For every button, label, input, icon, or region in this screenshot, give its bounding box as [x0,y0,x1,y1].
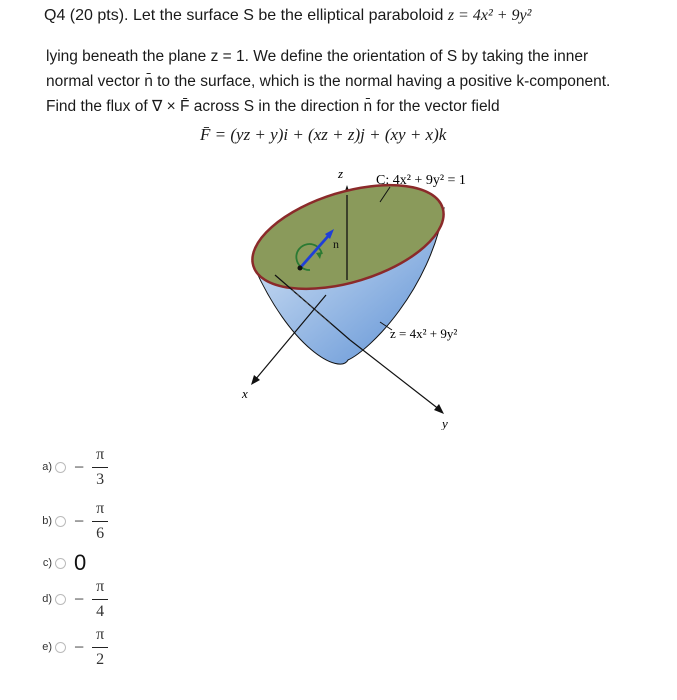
question-header [44,7,531,25]
vector-field: F̄ = (yz + y)i + (xz + z)j + (xy + x)k [200,125,447,144]
choice-d-denominator: 4 [96,602,105,620]
choice-e[interactable] [30,622,108,672]
choice-b-sign: − [74,510,85,531]
question-line-3: normal vector n̄ to the surface, which is the normal having a positive k-component. [46,73,611,90]
y-axis-label: y [442,416,448,430]
question-number: Q4 [44,7,66,24]
choice-d-radio[interactable] [55,594,66,605]
z-axis-label: z [338,166,344,181]
choice-a-sign: − [74,456,85,477]
choice-d-sign: − [74,588,85,609]
choice-a-denominator: 3 [96,470,105,488]
choice-b-fraction [92,500,108,543]
surface-equation: z = 4x² + 9y² [447,7,532,24]
curve-label: C: 4x² + 9y² = 1 [376,173,466,188]
choice-d-letter: d) [42,593,52,605]
surface-label: z = 4x² + 9y² [390,326,458,341]
choice-d-fraction [92,578,108,621]
paraboloid-diagram [230,160,470,430]
question-body [46,44,674,119]
choice-d[interactable] [30,574,108,624]
normal-label: n [333,237,339,251]
choice-a-radio[interactable] [55,462,66,473]
question-points: (20 pts). [69,7,129,24]
choice-c-radio[interactable] [55,558,66,569]
choice-a-fraction [92,446,108,489]
question-line-2: lying beneath the plane z = 1. We define the orientation of S by taking the inner [46,48,589,65]
choice-b-denominator: 6 [96,524,105,542]
choice-e-fraction [92,626,108,669]
choice-a-letter: a) [42,461,52,473]
choice-c-letter: c) [42,557,52,569]
choice-c-value: 0 [74,550,87,575]
y-axis [350,340,440,410]
choice-a-numerator: π [96,445,105,463]
normal-base-point [298,266,303,271]
choice-e-radio[interactable] [55,642,66,653]
choice-b-numerator: π [96,499,105,517]
question-intro: Let the surface S be the elliptical paraboloid [132,7,444,24]
choice-e-letter: e) [42,641,52,653]
choice-e-denominator: 2 [96,650,105,668]
choice-b-letter: b) [42,515,52,527]
choice-d-numerator: π [96,577,105,595]
choice-e-numerator: π [96,625,105,643]
question-line-4: Find the flux of ∇ × F̄ across S in the direction n̄ for the vector field [46,98,500,115]
x-axis-label: x [242,386,248,401]
choice-b-radio[interactable] [55,516,66,527]
choice-a[interactable] [30,442,108,492]
y-axis-arrowhead [434,404,444,414]
choice-e-sign: − [74,636,85,657]
